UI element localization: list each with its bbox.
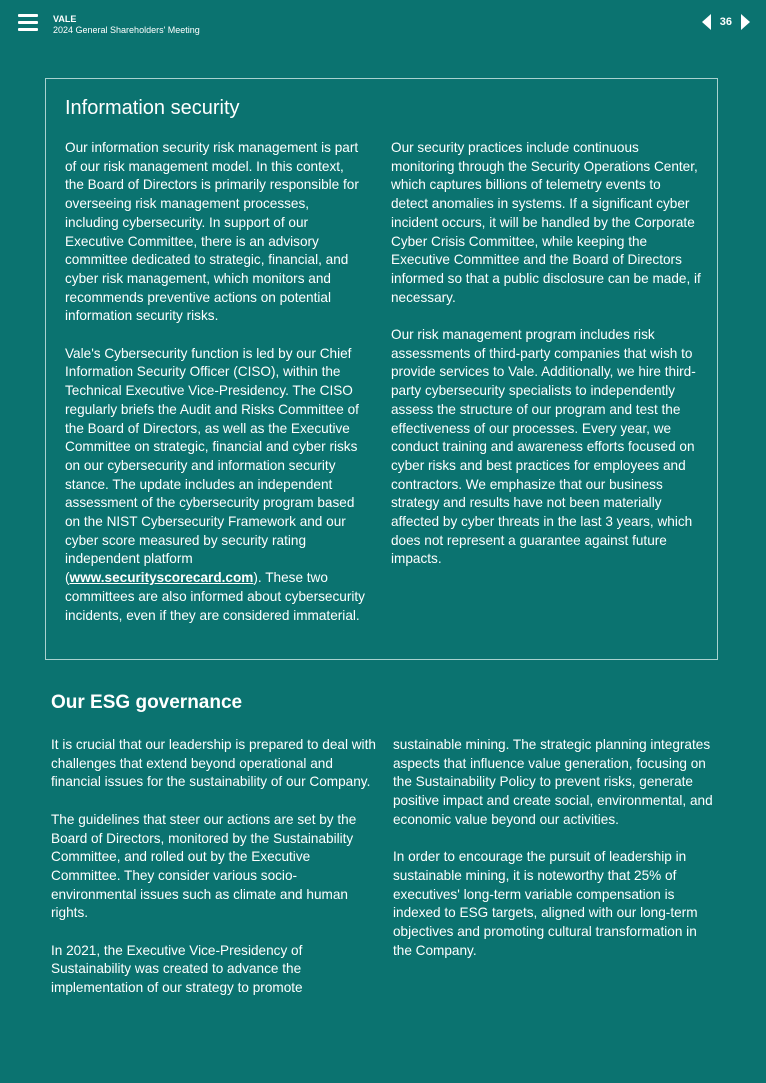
brand bbox=[53, 14, 200, 36]
pager bbox=[702, 14, 750, 30]
paragraph: Our information security risk management is part of our risk management model. In this context, the Board of Directors is primarily responsible for overseeing risk management processes, including cybersecurity. In support of our Executive Committee, there is an advisory committee dedicated to strategic, financial, and cyber risk management, which monitors and recommends preventive actions on potential information security risks. bbox=[65, 140, 359, 324]
information-security-right-column bbox=[391, 139, 701, 588]
paragraph-text: ). These two committees are also informed about cybersecurity incidents, even if they are considered immaterial. bbox=[65, 570, 365, 623]
paragraph: In order to encourage the pursuit of leadership in sustainable mining, it is noteworthy that 25% of executives' long-term variable compensation is indexed to ESG targets, aligned with our long-term objectives and promoting cultural transformation in the Company. bbox=[393, 849, 698, 958]
paragraph: sustainable mining. The strategic planning integrates aspects that influence value generation, focusing on the Sustainability Policy to prevent risks, generate positive impact and create social, environmental, and economic value beyond our activities. bbox=[393, 737, 713, 827]
page-header bbox=[0, 0, 766, 46]
esg-governance-title: Our ESG governance bbox=[51, 692, 243, 713]
next-page-icon[interactable] bbox=[741, 14, 750, 30]
esg-right-column bbox=[393, 736, 718, 979]
information-security-title: Information security bbox=[65, 97, 240, 119]
meeting-title: 2024 General Shareholders' Meeting bbox=[53, 25, 200, 35]
paragraph: In 2021, the Executive Vice-Presidency of Sustainability was created to advance the implementation of our strategy to promote bbox=[51, 942, 303, 996]
company-name: VALE bbox=[53, 14, 77, 24]
securityscorecard-link[interactable]: www.securityscorecard.com bbox=[69, 570, 254, 586]
paragraph: Our security practices include continuous monitoring through the Security Operations Center, which captures billions of telemetry events to detect anomalies in systems. If a significant cyber incident occurs, it will be handled by the Corporate Cyber Crisis Committee, while keeping the Executive Committee and the Board of Directors informed so that a public disclosure can be made, if necessary. bbox=[391, 140, 701, 305]
menu-icon[interactable] bbox=[18, 14, 38, 31]
page-number: 36 bbox=[719, 16, 732, 28]
information-security-left-column bbox=[65, 139, 365, 644]
paragraph: It is crucial that our leadership is prepared to deal with challenges that extend beyond operational and financial issues for the sustainability of our Company. bbox=[51, 737, 376, 790]
esg-left-column bbox=[51, 736, 376, 1017]
paragraph-text: Vale's Cybersecurity function is led by our Chief Information Security Officer (CISO), within the Technical Executive Vice-Presidency. The CISO regularly briefs the Audit and Risks Committee of the Board of Directors, as well as the Executive Committee on strategic, financial and cyber risks on our cybersecurity and information security stance. The update includes an independent assessment of the cybersecurity program based on the NIST Cybersecurity Framework and our cyber score measured by security rating independent platform ( bbox=[65, 345, 359, 586]
previous-page-icon[interactable] bbox=[702, 14, 711, 30]
information-security-box bbox=[45, 78, 718, 660]
paragraph: Our risk management program includes risk assessments of third-party companies that wish to provide services to Vale. Additionally, we hire third-party cybersecurity specialists to independently assess the structure of our program and test the effectiveness of our processes. Every year, we conduct training and awareness efforts focused on cyber risks and best practices for employees and contractors. We emphasize that our business strategy and results have not been materially affected by cyber threats in the last 3 years, which does not represent a guarantee against future impacts. bbox=[391, 327, 696, 567]
paragraph bbox=[65, 345, 365, 626]
paragraph: The guidelines that steer our actions are set by the Board of Directors, monitored by the Sustainability Committee, and rolled out by the Executive Committee. They consider various socio-environmental issues such as climate and human rights. bbox=[51, 811, 357, 921]
